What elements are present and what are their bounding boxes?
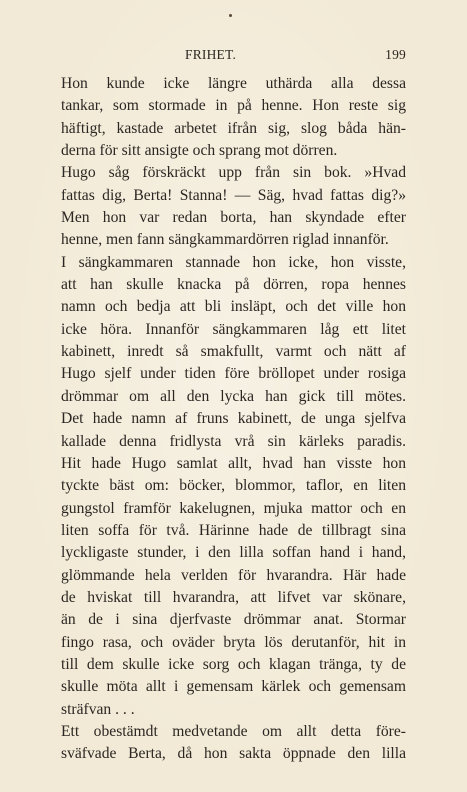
text-line: kabinett, inredt så smakfullt, varmt och nätt af xyxy=(61,343,406,361)
text-line: namn och bedja att bli insläpt, och det ville hon xyxy=(61,298,406,316)
text-line: kallade denna fridlysta vrå sin kärleks paradis. xyxy=(61,432,406,450)
text-line: icke höra. Innanför sängkammaren låg ett litet xyxy=(61,320,406,338)
text-line: tankar, som stormade in på henne. Hon reste sig xyxy=(61,97,406,115)
text-line: Hugo såg förskräckt upp från sin bok. »Hvad xyxy=(61,164,406,182)
chapter-title: FRIHET. xyxy=(185,47,237,62)
text-line: än de i sina djerfvaste drömmar anat. Stormar xyxy=(61,611,406,629)
text-line: Hit hade Hugo samlat allt, hvad han visste hon xyxy=(61,454,406,472)
text-line: Ett obestämdt medvetande om allt detta före- xyxy=(61,722,406,740)
body-text xyxy=(61,73,406,766)
text-line: att han skulle knacka på dörren, ropa hennes xyxy=(61,276,406,294)
running-header xyxy=(61,47,406,65)
text-line: glömmande hela verlden för hvarandra. Här hade xyxy=(61,566,406,584)
ink-speck xyxy=(229,14,232,17)
text-line: Men hon var redan borta, han skyndade efter xyxy=(61,209,406,227)
text-line: liten soffa för två. Härinne hade de tillbragt sina xyxy=(61,521,406,539)
text-line: Det hade namn af fruns kabinett, de unga sjelfva xyxy=(61,410,406,428)
text-line: gungstol framför kakelugnen, mjuka mattor och en xyxy=(61,499,406,517)
text-line: sväfvade Berta, då hon sakta öppnade den lilla xyxy=(61,745,406,763)
text-line: derna för sitt ansigte och sprang mot dörren. xyxy=(61,142,338,160)
text-line: henne, men fann sängkammardörren riglad innanför. xyxy=(61,231,389,249)
text-line: fattas dig, Berta! Stanna! — Säg, hvad fattas dig?» xyxy=(61,186,406,204)
text-line: tyckte bäst om: böcker, blommor, taflor, en liten xyxy=(61,477,406,495)
text-line: skulle möta allt i gemensam kärlek och gemensam xyxy=(61,678,406,696)
text-line: de hviskat till hvarandra, att lifvet var skönare, xyxy=(61,588,406,606)
text-line: I sängkammaren stannade hon icke, hon visste, xyxy=(61,253,406,271)
page-number: 199 xyxy=(385,47,406,62)
text-line: Hugo sjelf under tiden före bröllopet under rosiga xyxy=(61,365,406,383)
text-line: Hon kunde icke längre uthärda alla dessa xyxy=(61,75,406,92)
text-line: lyckligaste stunder, i den lilla soffan hand i hand, xyxy=(61,544,406,562)
text-line: häftigt, kastade arbetet ifrån sig, slog båda hän- xyxy=(61,119,406,137)
text-line: till dem skulle icke sorg och klagan tränga, ty de xyxy=(61,655,406,673)
text-line: fingo rasa, och oväder bryta lös derutanför, hit in xyxy=(61,633,406,651)
text-line: sträfvan . . . xyxy=(61,700,135,718)
text-line: drömmar om all den lycka han gick till mötes. xyxy=(61,387,406,405)
